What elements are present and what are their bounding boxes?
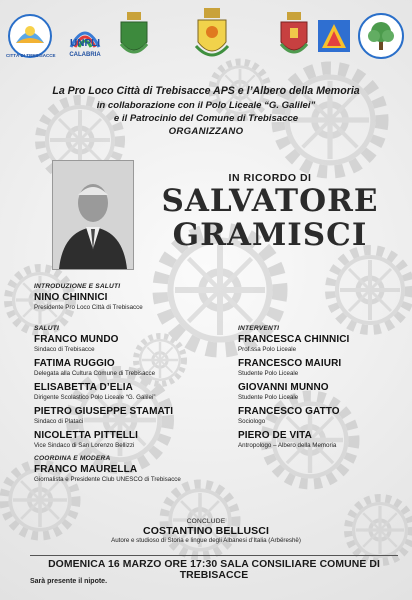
liceo-logo	[316, 4, 352, 68]
program-right	[238, 325, 408, 475]
speaker-role: Studente Polo Liceale	[238, 394, 299, 401]
section-title-conclude: CONCLUDE	[186, 518, 226, 525]
speaker-role: Sociologo	[238, 418, 266, 425]
section-title-modera: COORDINA E MODERA	[34, 455, 111, 462]
speaker-role: Giornalista e Presidente Club UNESCO di Trebisacce	[34, 476, 181, 483]
organizers-line-4: ORGANIZZANO	[168, 126, 244, 137]
speaker-name: FRANCO MAURELLA	[34, 464, 138, 475]
speaker-name: FRANCESCO MAIURI	[238, 358, 342, 369]
section-title-saluti: SALUTI	[34, 325, 60, 332]
speaker-role: Antropologo – Albero della Memoria	[238, 442, 337, 449]
section-title-intro: INTRODUZIONE E SALUTI	[34, 283, 121, 290]
unpli-sublabel: CALABRIA	[69, 52, 101, 58]
memorial-title	[140, 172, 400, 252]
speaker-role: Dirigente Scolastico Polo Liceale “G. Galilei”	[34, 394, 156, 401]
speaker-name: NICOLETTA PITTELLI	[34, 430, 139, 441]
logos-row	[0, 4, 412, 78]
event-dateline: DOMENICA 16 MARZO ORE 17:30 SALA CONSILIARE COMUNE DI TREBISACCE	[30, 555, 398, 581]
speaker-role: Vice Sindaco di San Lorenzo Bellizzi	[34, 442, 135, 449]
pro-loco-label: CITTÀ DI TREBISACCE	[6, 53, 56, 58]
portrait-photo	[52, 160, 134, 270]
crest-logo-1	[116, 4, 152, 68]
speaker-name: PIERO DE VITA	[238, 430, 312, 441]
albero-memoria-logo	[356, 4, 406, 68]
memorial-pretitle: IN RICORDO DI	[228, 172, 312, 184]
event-note: Sarà presente il nipote.	[30, 578, 108, 585]
speaker-name: FRANCESCO GATTO	[238, 406, 340, 417]
speaker-name: PIETRO GIUSEPPE STAMATI	[34, 406, 174, 417]
section-title-interventi: INTERVENTI	[238, 325, 280, 332]
conclusion	[0, 518, 412, 545]
speaker-name: ELISABETTA D’ELIA	[34, 382, 133, 393]
speaker-name: NINO CHINNICI	[34, 292, 108, 303]
speaker-role: Prof.ssa Polo Liceale	[238, 346, 297, 353]
speaker-role: Sindaco di Trebisacce	[34, 346, 95, 353]
pro-loco-logo	[6, 4, 54, 68]
organizers-line-1: La Pro Loco Città di Trebisacce APS e l’Albero della Memoria	[52, 85, 360, 97]
speaker-role: Studente Polo Liceale	[238, 370, 299, 377]
speaker-name: COSTANTINO BELLUSCI	[143, 525, 269, 537]
memorial-name-1: SALVATORE	[161, 183, 379, 219]
organizers	[0, 84, 412, 139]
organizers-line-2: in collaborazione con il Polo Liceale “G. Galilei”	[96, 100, 316, 111]
speaker-role: Autore e studioso di Storia e lingue degli Albanesi d’Italia (Arbëreshë)	[111, 537, 301, 544]
speaker-name: FRANCESCA CHINNICI	[238, 334, 350, 345]
crest-logo-2	[192, 4, 232, 68]
speaker-role: Presidente Pro Loco Città di Trebisacce	[34, 304, 143, 311]
speaker-role: Sindaco di Plataci	[34, 418, 84, 425]
speaker-role: Delegata alla Cultura Comune di Trebisacce	[34, 370, 156, 377]
crest-logo-3	[276, 4, 312, 68]
memorial-name-2: GRAMISCI	[172, 217, 368, 253]
speaker-name: GIOVANNI MUNNO	[238, 382, 329, 393]
program-left	[34, 283, 234, 513]
speaker-name: FATIMA RUGGIO	[34, 358, 115, 369]
speaker-name: FRANCO MUNDO	[34, 334, 119, 345]
unpli-label: UNPLI	[70, 38, 100, 49]
organizers-line-3: e il Patrocinio del Comune di Trebisacce	[113, 113, 299, 124]
unpli-logo	[60, 4, 110, 68]
